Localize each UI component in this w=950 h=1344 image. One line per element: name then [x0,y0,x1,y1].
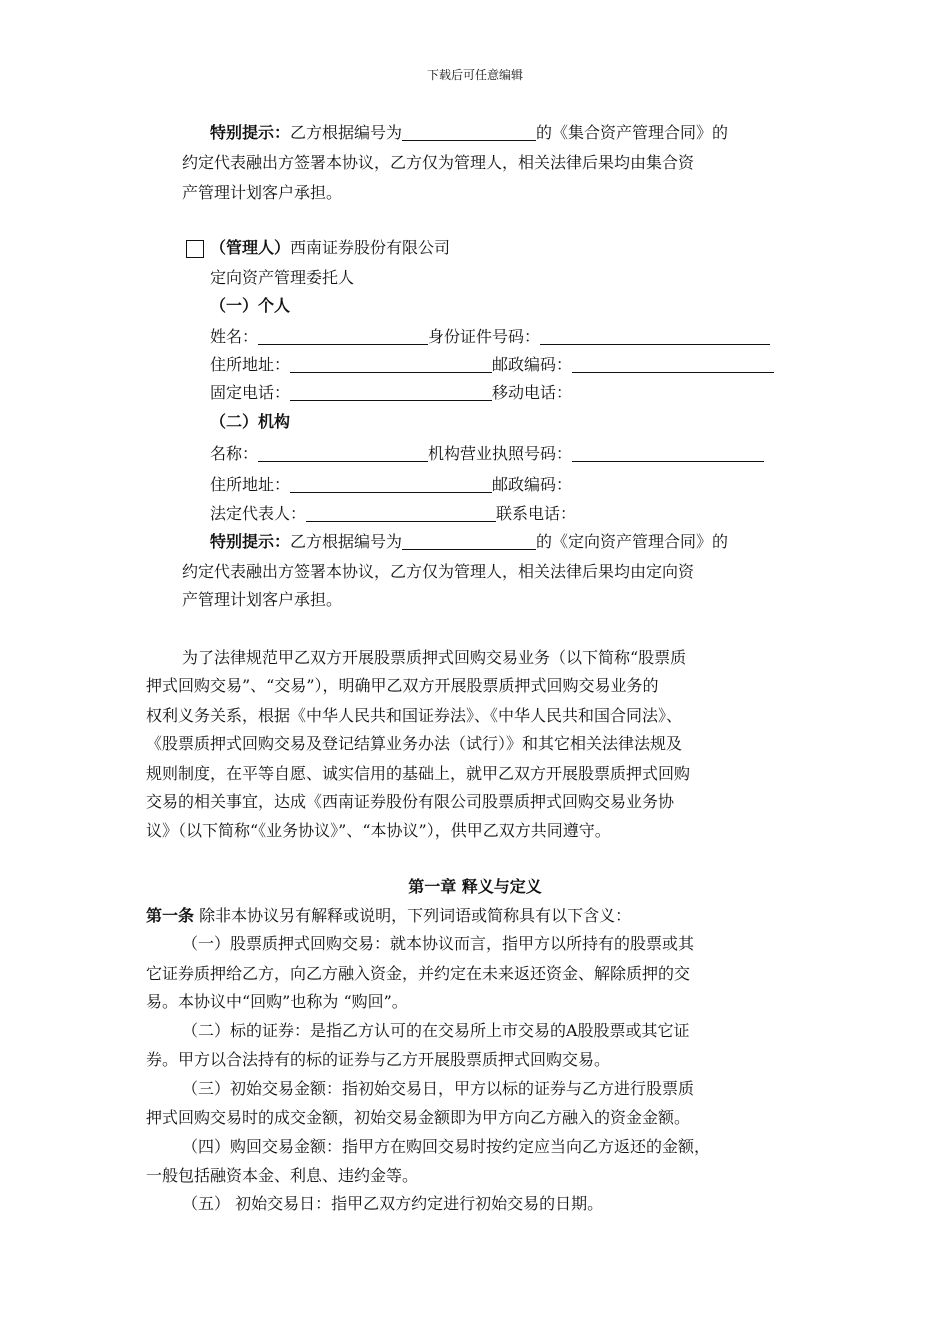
institution-row-2 [210,470,572,500]
manager-name: 西南证券股份有限公司 [290,238,451,257]
institution-license-field[interactable] [572,443,764,462]
directional-notice-label: 特别提示： [210,532,291,551]
collective-notice-text-b: 的《集合资产管理合同》的 [536,123,729,142]
institution-name-label: 名称： [210,444,259,463]
individual-id-label: 身份证件号码： [428,327,541,346]
manager-checkbox[interactable] [186,240,204,258]
collective-notice-line3: 产管理计划客户承担。 [182,183,343,202]
institution-legal-rep-field[interactable] [306,503,496,522]
preamble-line-1: 为了法律规范甲乙双方开展股票质押式回购交易业务（以下简称“股票质 [182,648,687,667]
collective-notice-label: 特别提示： [210,123,291,142]
individual-postcode-label: 邮政编码： [492,355,573,374]
individual-row-1 [210,322,770,352]
definition-line-8: （四）购回交易金额：指甲方在购回交易时按约定应当向乙方返还的金额， [182,1137,711,1156]
institution-title: （二）机构 [210,412,291,431]
individual-id-field[interactable] [540,326,770,345]
individual-row-3 [210,378,572,408]
directional-notice-text-a: 乙方根据编号为 [290,532,403,551]
preamble-line-7: 议》（以下简称“《业务协议》”、“本协议”），供甲乙双方共同遵守。 [146,821,611,840]
definition-line-4: （二）标的证券：是指乙方认可的在交易所上市交易的A股股票或其它证 [182,1021,690,1040]
definition-line-9: 一般包括融资本金、利息、违约金等。 [146,1166,419,1185]
individual-mobile-label: 移动电话： [492,383,573,402]
manager-label: （管理人） [210,238,291,257]
individual-name-field[interactable] [258,326,428,345]
individual-phone-label: 固定电话： [210,383,291,402]
institution-row-3 [210,499,576,529]
institution-contact-phone-label: 联系电话： [496,504,577,523]
collective-notice-line2: 约定代表融出方签署本协议，乙方仅为管理人，相关法律后果均由集合资 [182,153,695,172]
definition-line-3: 易。本协议中“回购”也称为 “购回”。 [146,992,408,1011]
institution-address-label: 住所地址： [210,475,291,494]
directional-contract-number-blank[interactable] [402,531,536,550]
institution-name-field[interactable] [258,443,428,462]
collective-notice-line1 [210,118,728,148]
definition-line-5: 券。甲方以合法持有的标的证券与乙方开展股票质押式回购交易。 [146,1050,611,1069]
collective-notice-text-a: 乙方根据编号为 [290,123,403,142]
definition-line-1: （一）股票质押式回购交易：就本协议而言，指甲方以所持有的股票或其 [182,934,695,953]
individual-row-2 [210,350,774,380]
directional-notice-line1 [210,527,728,557]
individual-address-field[interactable] [290,354,492,373]
article-1-text: 除非本协议另有解释或说明，下列词语或简称具有以下含义： [194,906,632,925]
preamble-line-2: 押式回购交易”、“交易”），明确甲乙双方开展股票质押式回购交易业务的 [146,676,659,695]
individual-phone-field[interactable] [290,382,492,401]
institution-postcode-label: 邮政编码： [492,475,573,494]
chapter-title: 第一章 释义与定义 [408,877,542,896]
individual-name-label: 姓名： [210,327,259,346]
preamble-line-3: 权利义务关系，根据《中华人民共和国证券法》、《中华人民共和国合同法》、 [146,706,683,725]
individual-postcode-field[interactable] [572,354,774,373]
page-header-note: 下载后可任意编辑 [426,68,523,82]
institution-address-field[interactable] [290,474,492,493]
directional-entrust-heading: 定向资产管理委托人 [210,268,355,287]
definition-line-6: （三）初始交易金额：指初始交易日，甲方以标的证券与乙方进行股票质 [182,1079,695,1098]
institution-legal-rep-label: 法定代表人： [210,504,307,523]
definition-line-2: 它证券质押给乙方，向乙方融入资金，并约定在未来返还资金、解除质押的交 [146,964,691,983]
individual-address-label: 住所地址： [210,355,291,374]
preamble-line-5: 规则制度，在平等自愿、诚实信用的基础上，就甲乙双方开展股票质押式回购 [146,764,691,783]
institution-row-1 [210,439,764,469]
directional-notice-line3: 产管理计划客户承担。 [182,590,343,609]
individual-title: （一）个人 [210,296,291,315]
directional-notice-text-b: 的《定向资产管理合同》的 [536,532,729,551]
preamble-line-4: 《股票质押式回购交易及登记结算业务办法（试行）》和其它相关法律法规及 [146,734,683,753]
definition-line-7: 押式回购交易时的成交金额，初始交易金额即为甲方向乙方融入的资金金额。 [146,1108,691,1127]
directional-notice-line2: 约定代表融出方签署本协议，乙方仅为管理人，相关法律后果均由定向资 [182,562,695,581]
manager-line [210,233,450,263]
collective-contract-number-blank[interactable] [402,122,536,141]
institution-license-label: 机构营业执照号码： [428,444,573,463]
article-1-line [146,901,631,931]
preamble-line-6: 交易的相关事宜，达成《西南证券股份有限公司股票质押式回购交易业务协 [146,792,675,811]
definition-line-10: （五） 初始交易日：指甲乙双方约定进行初始交易的日期。 [182,1194,604,1213]
article-1-label: 第一条 [146,906,195,925]
